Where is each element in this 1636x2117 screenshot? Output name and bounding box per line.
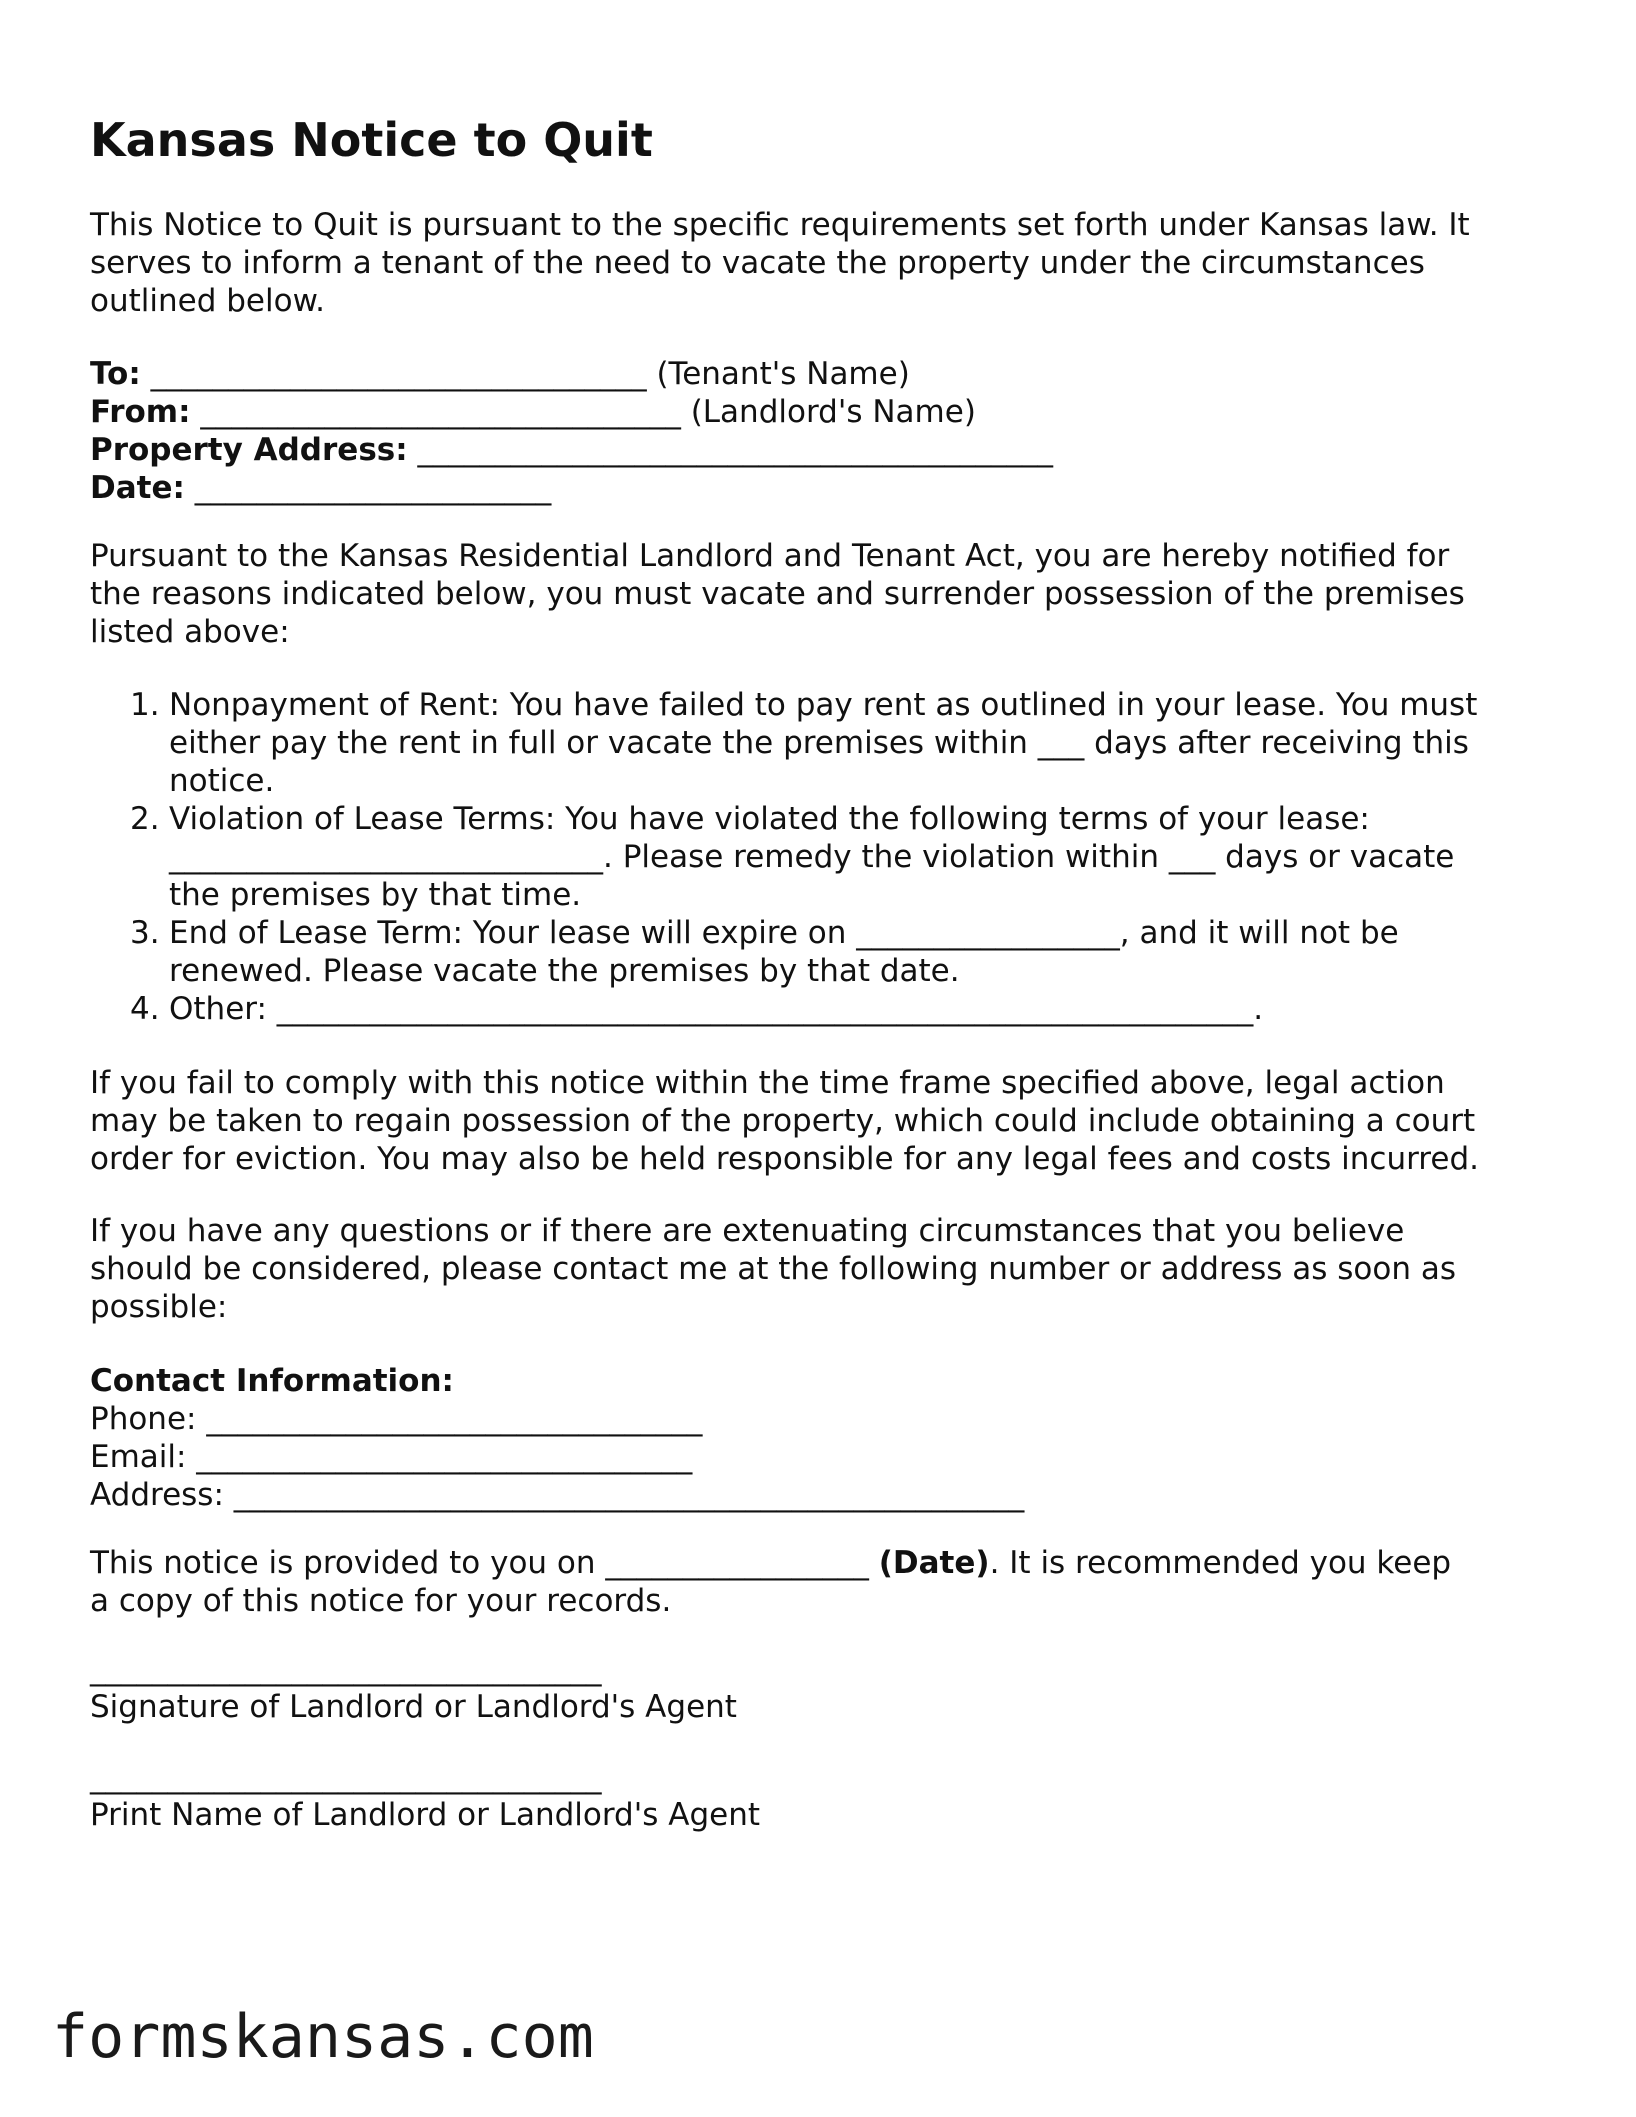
contact-heading: Contact Information: [90, 1363, 454, 1399]
fail-notice-paragraph [90, 1064, 1570, 1178]
reason-line: Violation of Lease Terms: You have violated the following terms of your lease: [169, 801, 1370, 837]
date-blank: _______________________ [184, 470, 552, 506]
print-name-block [90, 1758, 1570, 1834]
signature-line: _________________________________ [90, 1651, 602, 1687]
fail-notice-line: may be taken to regain possession of the property, which could include obtaining a court [90, 1103, 1476, 1139]
to-field [90, 355, 1570, 393]
provided-line: a copy of this notice for your records. [90, 1583, 672, 1619]
header-fields [90, 355, 1570, 507]
property-address-field [90, 431, 1570, 469]
date-label: Date: [90, 470, 185, 506]
intro-paragraph [90, 206, 1570, 320]
date-field [90, 469, 1570, 507]
fail-notice-line: order for eviction. You may also be held responsible for any legal fees and costs incurred. [90, 1141, 1479, 1177]
from-field [90, 393, 1570, 431]
provided-date-label: (Date) [878, 1545, 990, 1581]
print-name-line: _________________________________ [90, 1759, 602, 1795]
questions-paragraph [90, 1212, 1570, 1326]
contact-address-field: Address: ___________________________________________________ [90, 1477, 1025, 1513]
intro-line: serves to inform a tenant of the need to vacate the property under the circumstances [90, 245, 1425, 281]
reason-line: notice. [169, 763, 275, 799]
fail-notice-line: If you fail to comply with this notice within the time frame specified above, legal action [90, 1065, 1445, 1101]
reason-number: 2. [130, 801, 160, 837]
pursuant-line: the reasons indicated below, you must vacate and surrender possession of the premises [90, 576, 1465, 612]
reasons-list [90, 686, 1570, 1028]
reason-line: Nonpayment of Rent: You have failed to pay rent as outlined in your lease. You must [169, 687, 1478, 723]
intro-line: This Notice to Quit is pursuant to the specific requirements set forth under Kansas law. It [90, 207, 1470, 243]
reason-number: 1. [130, 687, 160, 723]
pursuant-line: Pursuant to the Kansas Residential Landlord and Tenant Act, you are hereby notified for [90, 538, 1450, 574]
print-name-label: Print Name of Landlord or Landlord's Agent [90, 1797, 761, 1833]
pursuant-paragraph [90, 537, 1570, 651]
contact-email-field: Email: ________________________________ [90, 1439, 693, 1475]
intro-line: outlined below. [90, 283, 325, 319]
signature-label: Signature of Landlord or Landlord's Agent [90, 1689, 737, 1725]
property-address-blank: _________________________________________ [407, 432, 1053, 468]
reason-line: Other: _______________________________________________________________. [169, 991, 1264, 1027]
to-blank: ________________________________ (Tenant's Name) [140, 356, 910, 392]
questions-line: should be considered, please contact me at the following number or address as soon as [90, 1251, 1457, 1287]
to-label: To: [90, 356, 141, 392]
site-watermark: formskansas.com [52, 2002, 594, 2072]
signature-block [90, 1650, 1570, 1726]
reason-item [90, 686, 1570, 800]
contact-information [90, 1362, 1570, 1514]
reason-number: 4. [130, 991, 160, 1027]
reason-line: either pay the rent in full or vacate the premises within ___ days after receiving this [169, 725, 1469, 761]
reason-line: the premises by that time. [169, 877, 582, 913]
provided-paragraph [90, 1544, 1570, 1620]
provided-text: This notice is provided to you on _________________ [90, 1545, 879, 1581]
document-title: Kansas Notice to Quit [90, 113, 653, 167]
reason-item [90, 914, 1570, 990]
reason-number: 3. [130, 915, 160, 951]
provided-line [90, 1544, 1570, 1582]
reason-line: ____________________________. Please remedy the violation within ___ days or vacate [169, 839, 1455, 875]
questions-line: possible: [90, 1289, 228, 1325]
from-label: From: [90, 394, 191, 430]
property-address-label: Property Address: [90, 432, 408, 468]
reason-item [90, 800, 1570, 914]
from-blank: _______________________________ (Landlord's Name) [190, 394, 976, 430]
reason-item [90, 990, 1570, 1028]
reason-line: renewed. Please vacate the premises by that date. [169, 953, 960, 989]
reason-line: End of Lease Term: Your lease will expire on _________________, and it will not be [169, 915, 1399, 951]
pursuant-line: listed above: [90, 614, 290, 650]
provided-text-after: . It is recommended you keep [989, 1545, 1452, 1581]
questions-line: If you have any questions or if there are extenuating circumstances that you believe [90, 1213, 1405, 1249]
contact-phone-field: Phone: ________________________________ [90, 1401, 703, 1437]
